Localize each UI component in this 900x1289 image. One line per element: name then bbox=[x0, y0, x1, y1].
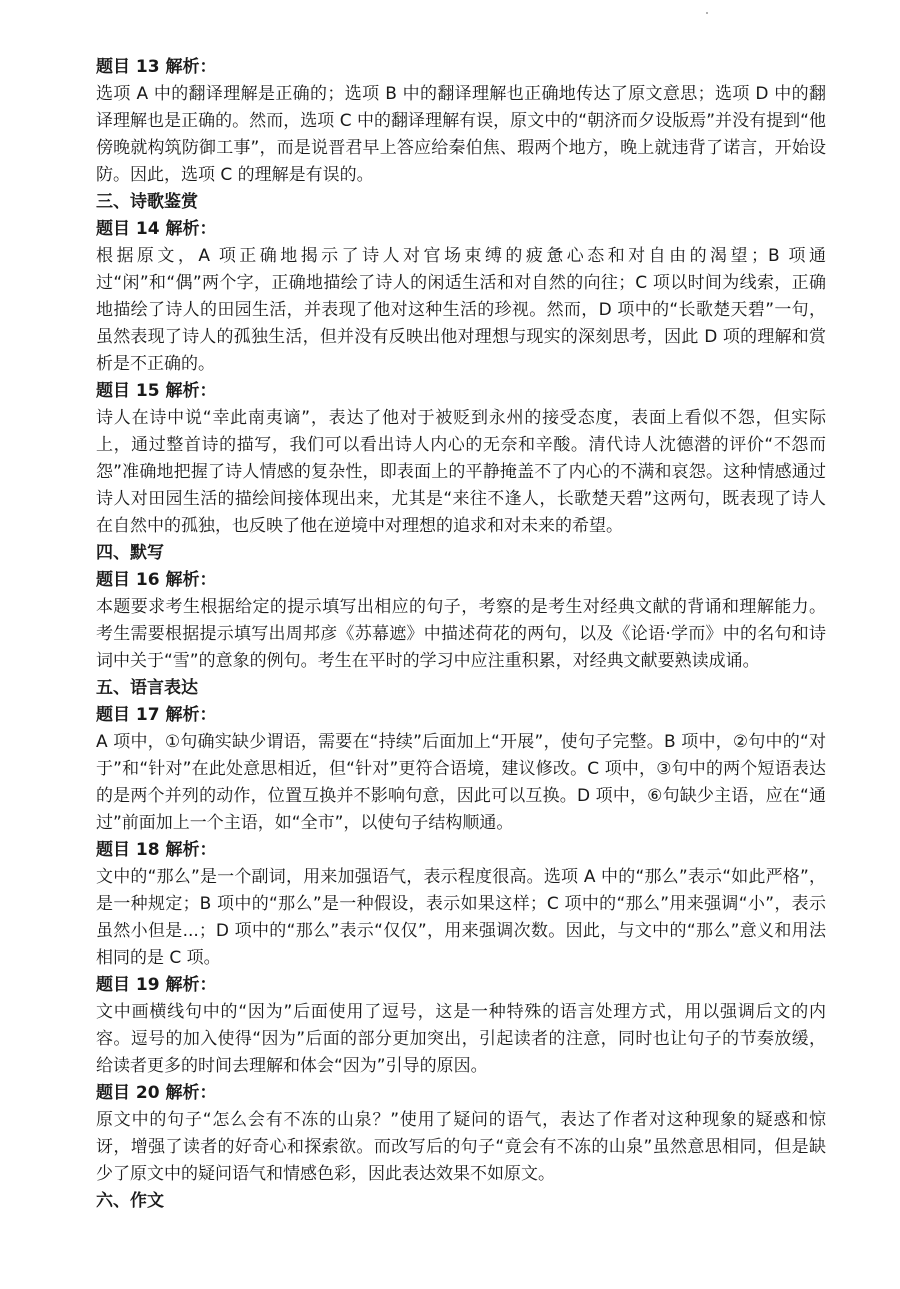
q18-analysis: 文中的“那么”是一个副词，用来加强语气，表示程度很高。选项 A 中的“那么”表示“如此严格”，是一种规定；B 项中的“那么”是一种假设，表示如果这样；C 项中的“那么”用来强调“小”，表示虽然小但是...；D 项中的“那么”表示“仅仅”，用来强调次数。因此，与文中的“那么”意义和用法相同的是 C 项。 bbox=[96, 867, 826, 968]
section-dictation: 四、默写 bbox=[96, 543, 164, 563]
q14-heading: 题目 14 解析： bbox=[96, 219, 217, 239]
q20-analysis: 原文中的句子“怎么会有不冻的山泉？”使用了疑问的语气，表达了作者对这种现象的疑惑和惊讶，增强了读者的好奇心和探索欲。而改写后的句子“竟会有不冻的山泉”虽然意思相同，但是缺少了原文中的疑问语气和情感色彩，因此表达效果不如原文。 bbox=[96, 1110, 826, 1184]
q16-heading: 题目 16 解析： bbox=[96, 570, 217, 590]
q19-heading: 题目 19 解析： bbox=[96, 975, 217, 995]
q20-heading: 题目 20 解析： bbox=[96, 1083, 217, 1103]
section-composition: 六、作文 bbox=[96, 1191, 164, 1211]
q17-analysis: A 项中，①句确实缺少谓语，需要在“持续”后面加上“开展”，使句子完整。B 项中，②句中的“对于”和“针对”在此处意思相近，但“针对”更符合语境，建议修改。C 项中，③句中的两个短语表达的是两个并列的动作，位置互换并不影响句意，因此可以互换。D 项中，⑥句缺少主语，应在“通过”前面加上一个主语，如“全市”，以使句子结构顺通。 bbox=[96, 732, 826, 833]
section-poetry-appreciation: 三、诗歌鉴赏 bbox=[96, 192, 198, 212]
q16-analysis: 本题要求考生根据给定的提示填写出相应的句子，考察的是考生对经典文献的背诵和理解能力。考生需要根据提示填写出周邦彦《苏幕遮》中描述荷花的两句，以及《论语·学而》中的名句和诗词中关于“雪”的意象的例句。考生在平时的学习中应注重积累，对经典文献要熟读成诵。 bbox=[96, 597, 826, 671]
q14-analysis: 根据原文，A 项正确地揭示了诗人对官场束缚的疲惫心态和对自由的渴望；B 项通过“闲”和“偶”两个字，正确地描绘了诗人的闲适生活和对自然的向往；C 项以时间为线索，正确地描绘了诗人的田园生活，并表现了他对这种生活的珍视。然而，D 项中的“长歌楚天碧”一句，虽然表现了诗人的孤独生活，但并没有反映出他对理想与现实的深刻思考，因此 D 项的理解和赏析是不正确的。 bbox=[96, 246, 826, 374]
document-page bbox=[96, 54, 826, 1215]
page-speck bbox=[706, 12, 708, 14]
q18-heading: 题目 18 解析： bbox=[96, 840, 217, 860]
section-language-expression: 五、语言表达 bbox=[96, 678, 198, 698]
q15-heading: 题目 15 解析： bbox=[96, 381, 217, 401]
q15-analysis: 诗人在诗中说“幸此南夷谪”，表达了他对于被贬到永州的接受态度，表面上看似不怨，但实际上，通过整首诗的描写，我们可以看出诗人内心的无奈和辛酸。清代诗人沈德潜的评价“不怨而怨”准确地把握了诗人情感的复杂性，即表面上的平静掩盖不了内心的不满和哀怨。这种情感通过诗人对田园生活的描绘间接体现出来，尤其是“来往不逢人，长歌楚天碧”这两句，既表现了诗人在自然中的孤独，也反映了他在逆境中对理想的追求和对未来的希望。 bbox=[96, 408, 826, 536]
q13-heading: 题目 13 解析： bbox=[96, 57, 217, 77]
q19-analysis: 文中画横线句中的“因为”后面使用了逗号，这是一种特殊的语言处理方式，用以强调后文的内容。逗号的加入使得“因为”后面的部分更加突出，引起读者的注意，同时也让句子的节奏放缓，给读者更多的时间去理解和体会“因为”引导的原因。 bbox=[96, 1002, 826, 1076]
q13-analysis: 选项 A 中的翻译理解是正确的；选项 B 中的翻译理解也正确地传达了原文意思；选项 D 中的翻译理解也是正确的。然而，选项 C 中的翻译理解有误，原文中的“朝济而夕设版焉”并没有提到“他傍晚就构筑防御工事”，而是说晋君早上答应给秦伯焦、瑕两个地方，晚上就违背了诺言，开始设防。因此，选项 C 的理解是有误的。 bbox=[96, 84, 826, 185]
q17-heading: 题目 17 解析： bbox=[96, 705, 217, 725]
